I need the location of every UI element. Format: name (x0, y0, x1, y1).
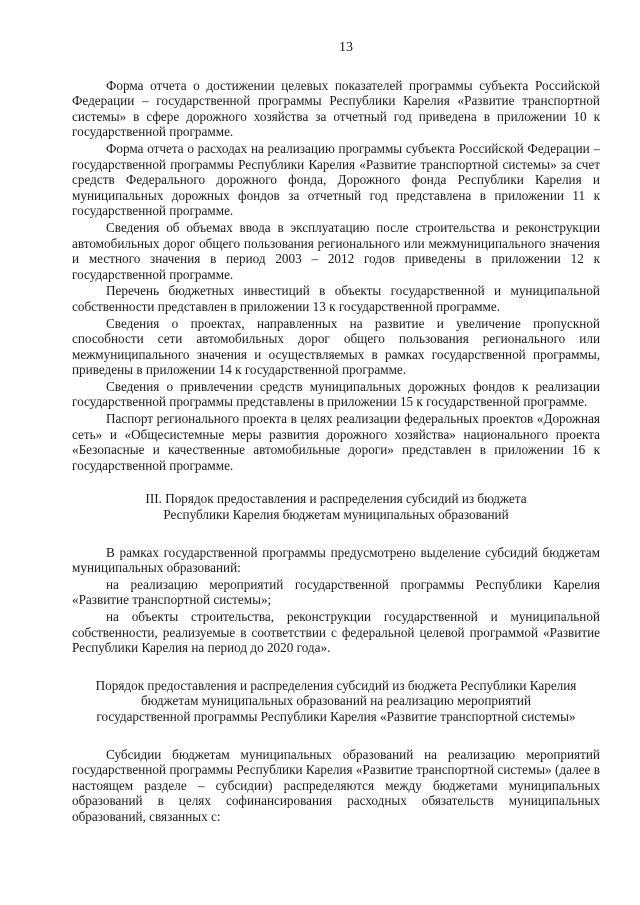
subsection-heading-line-3: государственной программы Республики Карелия «Развитие транспортной системы» (96, 708, 576, 724)
paragraph-regional-project-passport: Паспорт регионального проекта в целях реализации федеральных проектов «Дорожная сеть» и «Общесистемные меры развития дорожного хозяйства» национального проекта «Безопасные и качественные автомобильные дороги» представлен в приложении 16 к государственной программе. (72, 411, 600, 473)
paragraph-budget-investments: Перечень бюджетных инвестиций в объекты государственной и муниципальной собственности представлен в приложении 13 к государственной программе. (72, 283, 600, 314)
subsection-heading-line-2: бюджетам муниципальных образований на реализацию мероприятий (140, 693, 532, 709)
paragraph-road-commissioning: Сведения об объемах ввода в эксплуатацию после строительства и реконструкции автомобильных дорог общего пользования регионального или межмуниципального значения и местного значения в период 2003 – 2012 годов приведены в приложении 12 к государственной программе. (72, 219, 600, 282)
paragraph-report-targets: Форма отчета о достижении целевых показателей программы субъекта Российской Федерации – государственной программы Республики Карелия «Развитие транспортной системы» в сфере дорожного хозяйства за отчетный год приведена в приложении 10 к государственной программе. (72, 77, 600, 140)
section-heading-line-2: Республики Карелия бюджетам муниципальных образований (163, 507, 509, 523)
page-number: 13 (339, 40, 353, 55)
subsection-heading (72, 678, 600, 725)
intro-section (72, 78, 600, 474)
paragraph-municipal-funds: Сведения о привлечении средств муниципальных дорожных фондов к реализации государственной программы представлены в приложении 15 к государственной программе. (72, 378, 600, 410)
paragraph-subsidies-distribution: Субсидии бюджетам муниципальных образований на реализацию мероприятий государственной программы Республики Карелия «Развитие транспортной системы» (далее в настоящем разделе – субсидии) распределяются между бюджетами муниципальных образований в целях софинансирования расходных обязательств муниципальных образований, связанных с: (72, 746, 600, 824)
paragraph-subsidies-item-1: на реализацию мероприятий государственной программы Республики Карелия «Развитие транспортной системы»; (72, 576, 600, 608)
paragraph-report-expenses: Форма отчета о расходах на реализацию программы субъекта Российской Федерации – государственной программы Республики Карелия «Развитие транспортной системы» за счет средств Федерального дорожного фонда, Дорожного фонда Республики Карелия и муниципальных дорожных фондов за отчетный год представлена в приложении 11 к государственной программе. (72, 140, 600, 219)
procedure-section (72, 747, 600, 825)
paragraph-subsidies-intro: В рамках государственной программы предусмотрено выделение субсидий бюджетам муниципальных образований: (72, 544, 600, 576)
section-heading (72, 491, 600, 522)
paragraph-subsidies-item-2: на объекты строительства, реконструкции государственной и муниципальной собственности, реализуемые в соответствии с федеральной целевой программой «Развитие Республики Карелия на период до 2020 года». (72, 609, 600, 656)
paragraph-projects-capacity: Сведения о проектах, направленных на развитие и увеличение пропускной способности сети автомобильных дорог общего пользования регионального или межмуниципального значения и осуществляемых в рамках государственной программы, приведены в приложении 14 к государственной программе. (72, 315, 600, 378)
subsidies-section (72, 545, 600, 656)
section-heading-line-1: III. Порядок предоставления и распределения субсидий из бюджета (145, 491, 527, 507)
subsection-heading-line-1: Порядок предоставления и распределения субсидий из бюджета Республики Карелия (95, 677, 577, 693)
